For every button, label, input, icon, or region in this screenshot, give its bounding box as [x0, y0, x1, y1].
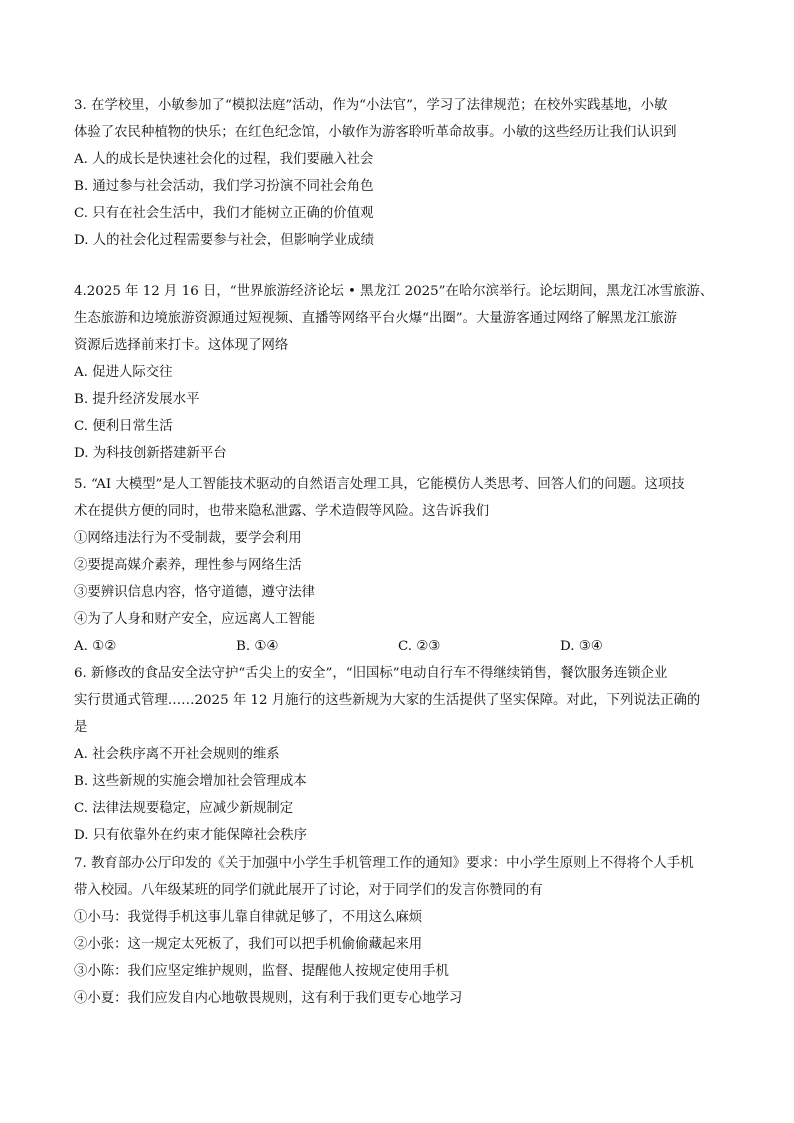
option-a: A. 社会秩序离不开社会规则的维系	[74, 747, 280, 762]
option-c: C. 只有在社会生活中，我们才能树立正确的价值观	[74, 206, 374, 221]
choice-b: B. ①④	[236, 639, 279, 654]
option-b: B. 通过参与社会活动，我们学习扮演不同社会角色	[74, 179, 374, 194]
question-7	[74, 850, 724, 1012]
question-stem-line: 生态旅游和边境旅游资源通过短视频、直播等网络平台火爆“出圈”。大量游客通过网络了解黑龙江旅游	[74, 311, 677, 326]
question-3	[74, 92, 724, 254]
question-5	[74, 471, 724, 660]
question-stem-line: 资源后选择前来打卡。这体现了网络	[74, 338, 289, 353]
option-a: A. 促进人际交往	[74, 365, 173, 380]
question-stem-line: 是	[74, 720, 88, 735]
option-a: A. 人的成长是快速社会化的过程，我们要融入社会	[74, 152, 374, 167]
question-stem-line: 带入校园。八年级某班的同学们就此展开了讨论，对于同学们的发言你赞同的有	[74, 883, 543, 898]
question-stem-line: 术在提供方便的同时，也带来隐私泄露、学术造假等风险。这告诉我们	[74, 504, 490, 519]
statement-1: ①网络违法行为不受制裁，要学会利用	[74, 531, 302, 546]
question-stem-line: 7. 教育部办公厅印发的《关于加强中小学生手机管理工作的通知》要求：中小学生原则上不得将个人手机	[74, 856, 694, 871]
choice-d: D. ③④	[560, 639, 603, 654]
option-c: C. 法律法规要稳定，应减少新规制定	[74, 801, 294, 816]
statement-1: ①小马：我觉得手机这事儿靠自律就足够了，不用这么麻烦	[74, 910, 423, 925]
option-b: B. 这些新规的实施会增加社会管理成本	[74, 774, 307, 789]
option-d: D. 只有依靠外在约束才能保障社会秩序	[74, 828, 308, 843]
question-stem-line: 5. “AI 大模型”是人工智能技术驱动的自然语言处理工具，它能模仿人类思考、回答人们的问题。这项技	[74, 477, 685, 492]
statement-4: ④为了人身和财产安全，应远离人工智能	[74, 612, 316, 627]
choice-a: A. ①②	[74, 639, 117, 654]
question-stem-line: 实行贯通式管理……2025 年 12 月施行的这些新规为大家的生活提供了坚实保障。对此，下列说法正确的	[74, 693, 701, 708]
statement-2: ②要提高媒介素养，理性参与网络生活	[74, 558, 302, 573]
option-c: C. 便利日常生活	[74, 419, 173, 434]
question-6	[74, 660, 724, 849]
option-d: D. 为科技创新搭建新平台	[74, 446, 227, 461]
question-stem-line: 体验了农民种植物的快乐；在红色纪念馆，小敏作为游客聆听革命故事。小敏的这些经历让我们认识到	[74, 125, 677, 140]
statement-3: ③小陈：我们应坚定维护规则，监督、提醒他人按规定使用手机	[74, 964, 449, 979]
question-stem-line: 6. 新修改的食品安全法守护“舌尖上的安全”，“旧国标”电动自行车不得继续销售，餐饮服务连锁企业	[74, 666, 668, 681]
statement-2: ②小张：这一规定太死板了，我们可以把手机偷偷藏起来用	[74, 937, 423, 952]
choice-row	[74, 633, 724, 660]
question-stem-line: 4.2025 年 12 月 16 日，“世界旅游经济论坛 • 黑龙江 2025”在哈尔滨举行。论坛期间，黑龙江冰雪旅游、	[74, 284, 714, 299]
option-d: D. 人的社会化过程需要参与社会，但影响学业成绩	[74, 233, 374, 248]
statement-4: ④小夏：我们应发自内心地敬畏规则，这有利于我们更专心地学习	[74, 991, 463, 1006]
question-stem-line: 3. 在学校里，小敏参加了“模拟法庭”活动，作为“小法官”，学习了法律规范；在校外实践基地，小敏	[74, 98, 668, 113]
statement-3: ③要辨识信息内容，恪守道德，遵守法律	[74, 585, 316, 600]
option-b: B. 提升经济发展水平	[74, 392, 200, 407]
choice-c: C. ②③	[398, 639, 441, 654]
question-4	[74, 278, 724, 467]
